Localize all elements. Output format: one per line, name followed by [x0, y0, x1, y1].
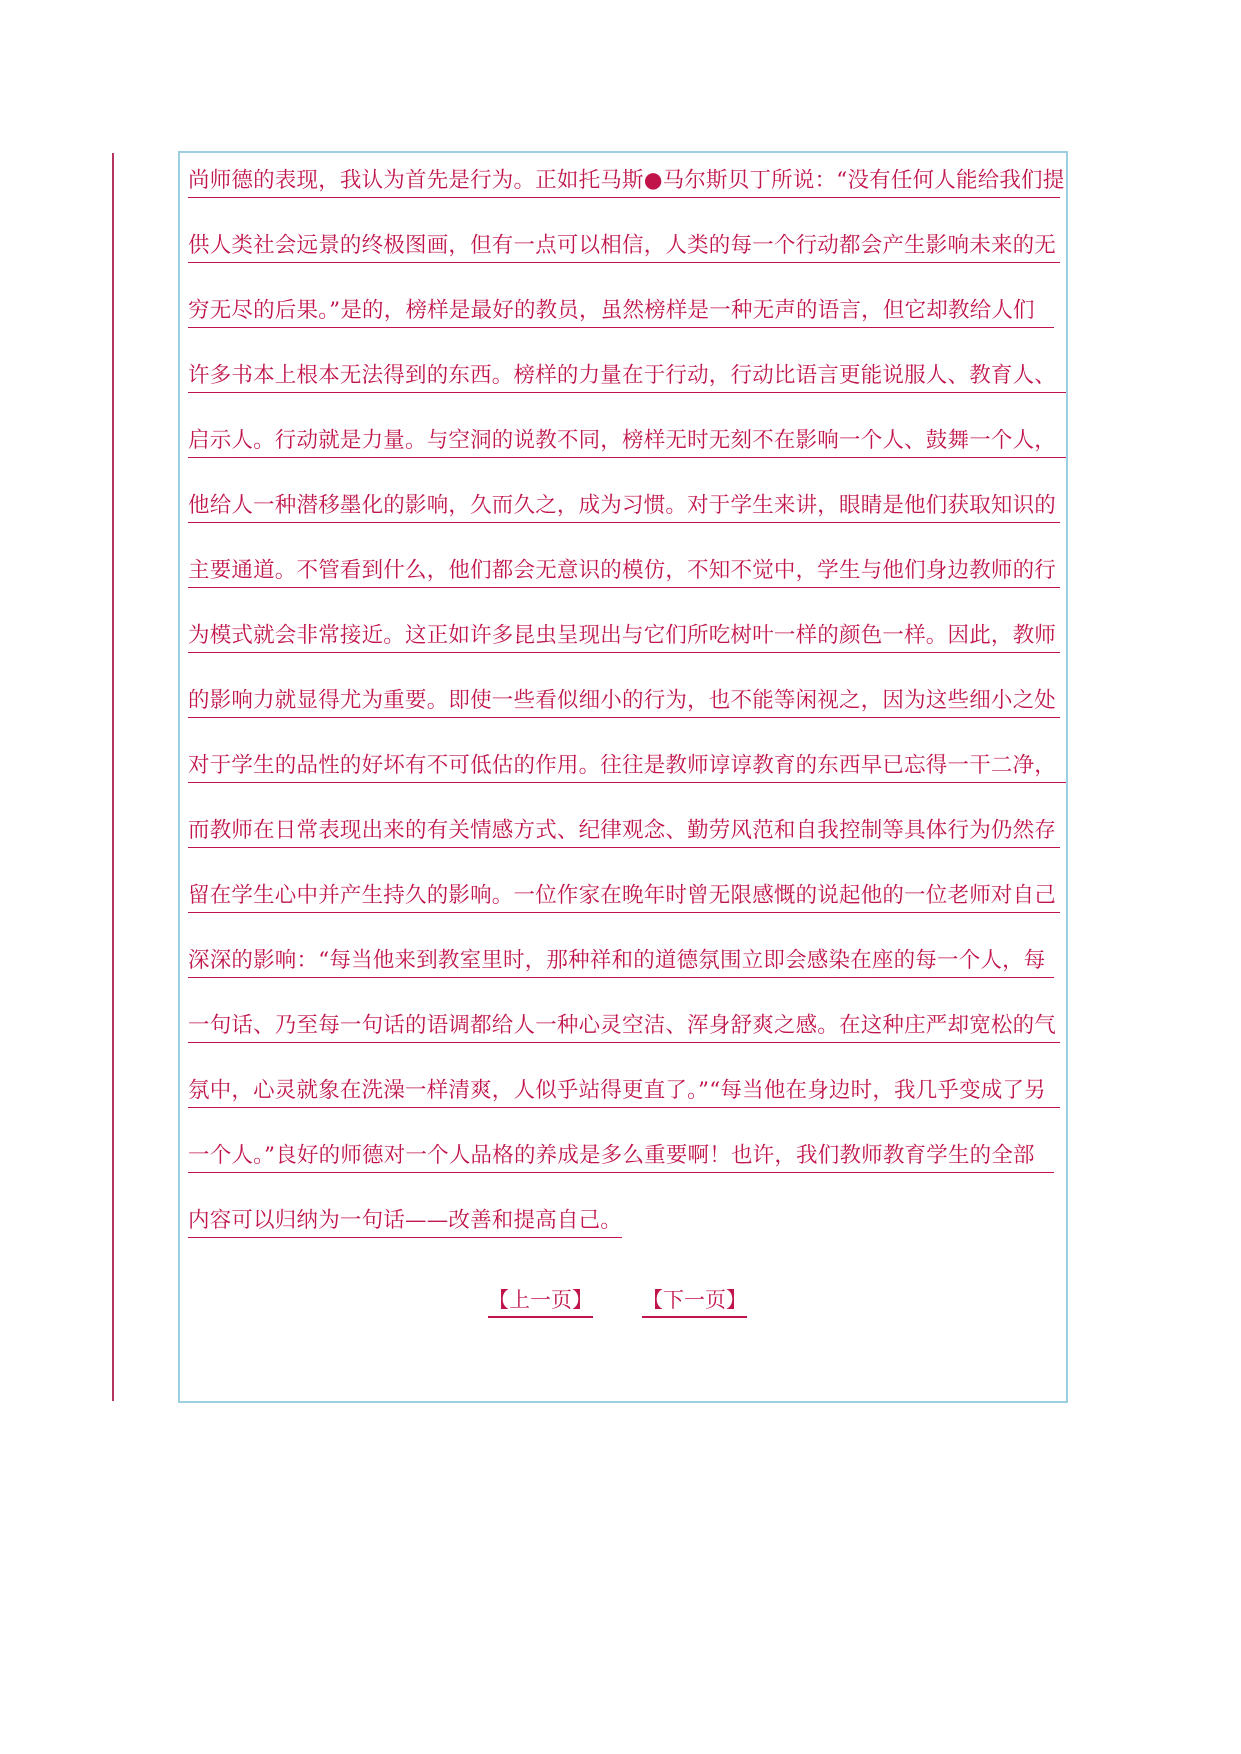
- next-page-link[interactable]: [642, 1285, 747, 1315]
- prev-page-label: 【上一页】: [488, 1288, 593, 1312]
- text-line: 对于学生的品性的好坏有不可低估的作用。往往是教师谆谆教育的东西早已忘得一干二净，: [188, 751, 1068, 816]
- text-line: 一句话、乃至每一句话的语调都给人一种心灵空洁、浑身舒爽之感。在这种庄严却宽松的气: [188, 1011, 1068, 1076]
- article-body: [188, 166, 1068, 1271]
- text-line: 为模式就会非常接近。这正如许多昆虫呈现出与它们所吃树叶一样的颜色一样。因此，教师: [188, 621, 1068, 686]
- prev-page-link[interactable]: [488, 1285, 593, 1315]
- next-page-label: 【下一页】: [642, 1288, 747, 1312]
- text-line: 主要通道。不管看到什么，他们都会无意识的模仿，不知不觉中，学生与他们身边教师的行: [188, 556, 1068, 621]
- text-line: 他给人一种潜移墨化的影响，久而久之，成为习惯。对于学生来讲，眼睛是他们获取知识的: [188, 491, 1068, 556]
- text-line: 氛中，心灵就象在洗澡一样清爽，人似乎站得更直了。”“每当他在身边时，我几乎变成了另: [188, 1076, 1068, 1141]
- text-line: 穷无尽的后果。”是的，榜样是最好的教员，虽然榜样是一种无声的语言，但它却教给人们: [188, 296, 1068, 361]
- text-line: 启示人。行动就是力量。与空洞的说教不同，榜样无时无刻不在影响一个人、鼓舞一个人，: [188, 426, 1068, 491]
- margin-rule: [112, 153, 114, 1401]
- text-line: 许多书本上根本无法得到的东西。榜样的力量在于行动，行动比语言更能说服人、教育人、: [188, 361, 1068, 426]
- text-line: 尚师德的表现，我认为首先是行为。正如托马斯●马尔斯贝丁所说：“没有任何人能给我们提: [188, 166, 1068, 231]
- text-line: 深深的影响：“每当他来到教室里时，那种祥和的道德氛围立即会感染在座的每一个人，每: [188, 946, 1068, 1011]
- text-line: 的影响力就显得尤为重要。即使一些看似细小的行为，也不能等闲视之，因为这些细小之处: [188, 686, 1068, 751]
- text-line: 留在学生心中并产生持久的影响。一位作家在晚年时曾无限感慨的说起他的一位老师对自己: [188, 881, 1068, 946]
- text-line: 内容可以归纳为一句话——改善和提高自己。: [188, 1206, 1068, 1271]
- text-line: 供人类社会远景的终极图画，但有一点可以相信，人类的每一个行动都会产生影响未来的无: [188, 231, 1068, 296]
- text-line: 一个人。”良好的师德对一个人品格的养成是多么重要啊！也许，我们教师教育学生的全部: [188, 1141, 1068, 1206]
- text-line: 而教师在日常表现出来的有关情感方式、纪律观念、勤劳风范和自我控制等具体行为仍然存: [188, 816, 1068, 881]
